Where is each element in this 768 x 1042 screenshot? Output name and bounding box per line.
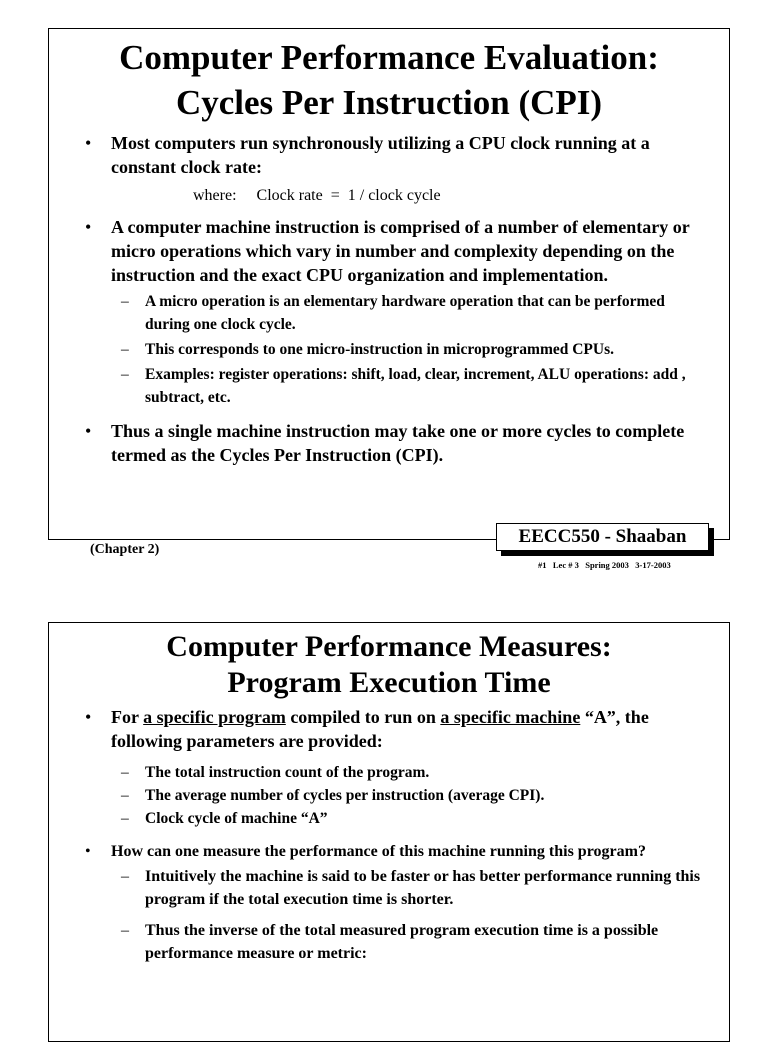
slide1-bullets-2 <box>49 215 729 287</box>
slide1-title <box>49 29 729 125</box>
bullet-dot-icon: • <box>85 421 92 441</box>
bullet-dot-icon: • <box>85 843 91 860</box>
badge-label: EECC550 - Shaaban <box>496 523 709 551</box>
chapter-note: (Chapter 2) <box>90 542 160 557</box>
dash-icon: – <box>121 787 129 804</box>
dash-icon: – <box>121 764 129 781</box>
sub-bullet-text: This corresponds to one micro-instruction in microprogrammed CPUs. <box>145 341 615 358</box>
bullet1-prefix: For <box>111 707 144 727</box>
slide1-bullet-3-text: Thus a single machine instruction may take one or more cycles to complete termed as the Cycles Per Instruction (CPI). <box>111 421 685 465</box>
bullet1-suffix: “A”, the following parameters are provided: <box>111 707 649 751</box>
sub-bullet-text: Thus the inverse of the total measured program execution time is a possible performance measure or metric: <box>145 922 659 962</box>
bullet-dot-icon: • <box>85 133 92 153</box>
dash-icon: – <box>121 922 129 939</box>
slide1-sub-bullets <box>49 290 729 409</box>
slide2-bullets <box>49 705 729 753</box>
slide-cpi <box>48 28 730 540</box>
slide2-bullets-2 <box>49 840 729 863</box>
underlined-specific-machine: a specific machine <box>440 707 581 727</box>
lecture-footer: #1 Lec # 3 Spring 2003 3-17-2003 <box>538 560 671 570</box>
bullet-dot-icon: • <box>85 217 92 237</box>
slide1-bullet-1-text: Most computers run synchronously utilizing a CPU clock running at a constant clock rate: <box>111 133 650 177</box>
slide2-sub-bullets-b <box>49 865 729 965</box>
clock-rate-formula: where: Clock rate = 1 / clock cycle <box>193 187 441 204</box>
slide2-bullet-2 <box>49 840 729 863</box>
underlined-specific-program: a specific program <box>143 707 286 727</box>
sub-bullet <box>49 865 729 911</box>
slide1-bullet-1 <box>49 131 729 179</box>
slide2-bullet-1 <box>49 705 729 753</box>
slide1-bullet-2-text: A computer machine instruction is comprised of a number of elementary or micro operations which vary in number and complexity depending on the instruction and the exact CPU organization and implementation. <box>111 217 690 285</box>
dash-icon: – <box>121 810 129 827</box>
sub-bullet-text: The average number of cycles per instruction (average CPI). <box>145 787 545 804</box>
sub-bullet-text: The total instruction count of the program. <box>145 764 430 781</box>
slide2-title-line1: Computer Performance Measures: <box>166 630 612 663</box>
slide-execution-time <box>48 622 730 1042</box>
dash-icon: – <box>121 293 129 310</box>
sub-bullet <box>49 290 729 336</box>
slide2-sub-bullets-a <box>49 761 729 830</box>
sub-bullet <box>49 807 729 830</box>
dash-icon: – <box>121 341 129 358</box>
slide1-bullets <box>49 131 729 179</box>
sub-bullet-text: Intuitively the machine is said to be faster or has better performance running this program if the total execution time is shorter. <box>145 868 701 908</box>
slide1-bullet-3 <box>49 419 729 467</box>
course-badge <box>496 523 714 556</box>
slide2-bullet-2-text: How can one measure the performance of this machine running this program? <box>111 843 646 860</box>
slide1-title-line1: Computer Performance Evaluation: <box>119 38 659 77</box>
sub-bullet <box>49 919 729 965</box>
dash-icon: – <box>121 366 129 383</box>
dash-icon: – <box>121 868 129 885</box>
sub-bullet <box>49 761 729 784</box>
sub-bullet-text: A micro operation is an elementary hardware operation that can be performed during one clock cycle. <box>145 293 665 333</box>
slide1-bullets-3 <box>49 419 729 467</box>
slide2-title-line2: Program Execution Time <box>227 666 551 699</box>
slide1-bullet-2 <box>49 215 729 287</box>
sub-bullet <box>49 338 729 361</box>
bullet-dot-icon: • <box>85 707 92 727</box>
sub-bullet-text: Clock cycle of machine “A” <box>145 810 328 827</box>
sub-bullet <box>49 363 729 409</box>
sub-bullet <box>49 784 729 807</box>
sub-bullet-text: Examples: register operations: shift, load, clear, increment, ALU operations: add , subtract, etc. <box>145 366 686 406</box>
slide2-title <box>49 623 729 701</box>
slide1-title-line2: Cycles Per Instruction (CPI) <box>175 83 603 122</box>
bullet1-mid: compiled to run on <box>285 707 441 727</box>
